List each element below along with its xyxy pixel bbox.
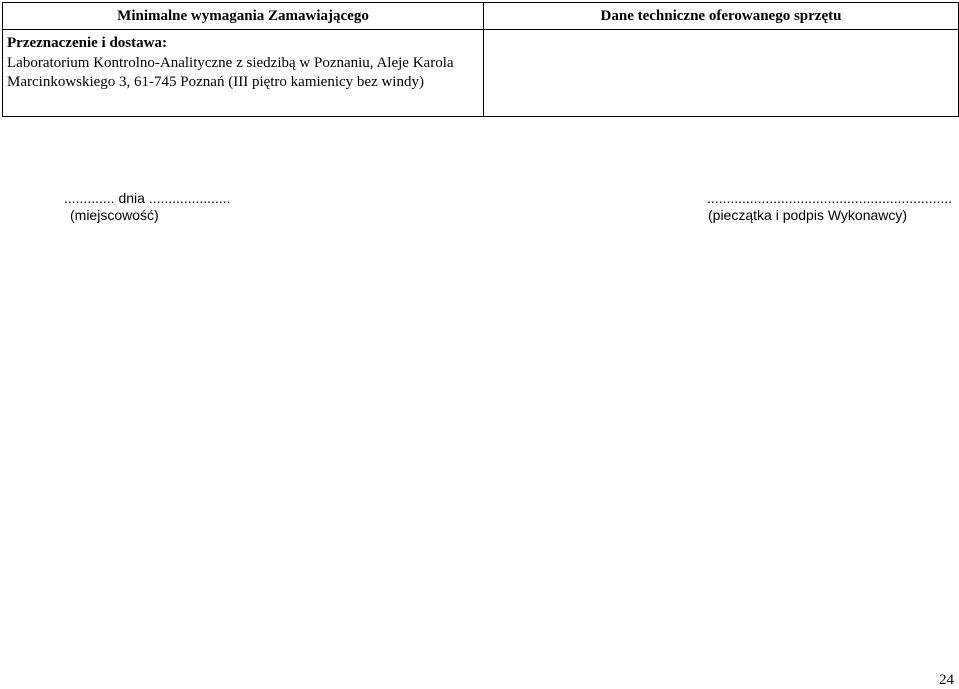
header-requirements: Minimalne wymagania Zamawiającego	[3, 3, 484, 30]
page-number: 24	[939, 672, 954, 688]
purpose-text: Laboratorium Kontrolno-Analityczne z siedzibą w Poznaniu, Aleje Karola Marcinkowskiego 3, 61-745 Poznań (III piętro kamienicy bez windy)	[7, 55, 454, 90]
place-date-line: ............. dnia .....................	[64, 190, 231, 206]
stamp-signature-label: (pieczątka i podpis Wykonawcy)	[708, 207, 908, 223]
requirements-cell	[3, 30, 484, 117]
header-offered-specs: Dane techniczne oferowanego sprzętu	[484, 3, 959, 30]
purpose-title: Przeznaczenie i dostawa:	[7, 35, 167, 51]
stamp-signature-line: ...............................................................	[707, 190, 953, 206]
place-label: (miejscowość)	[70, 207, 159, 223]
requirements-table	[2, 2, 959, 117]
offered-specs-cell	[484, 30, 959, 117]
